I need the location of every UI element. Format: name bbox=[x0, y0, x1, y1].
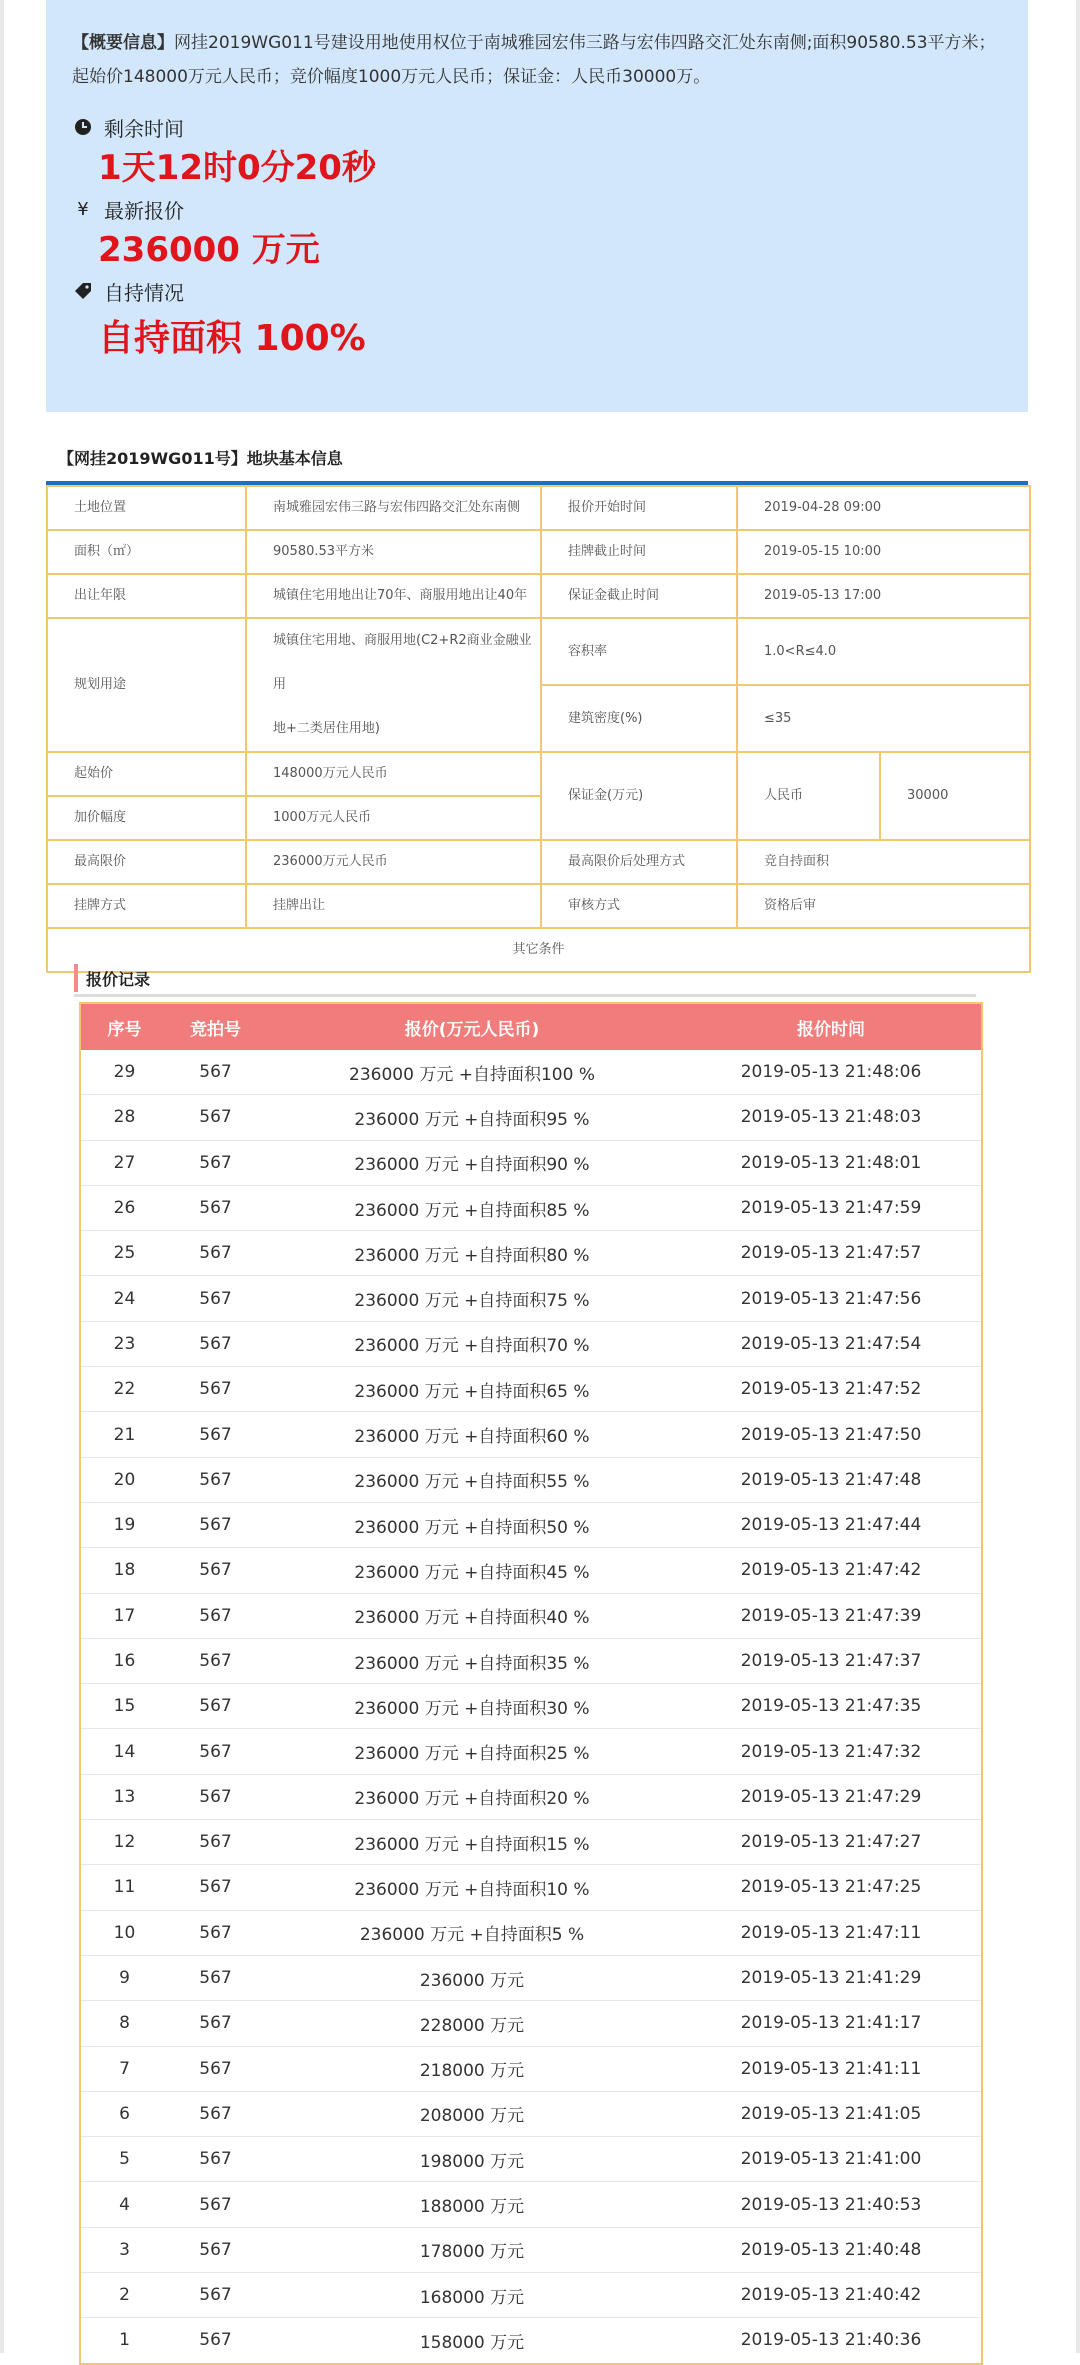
info-value: 资格后审 bbox=[737, 884, 1030, 928]
cell-time: 2019-05-13 21:48:03 bbox=[681, 1095, 982, 1140]
cell-price: 236000 万元 +自持面积75 % bbox=[263, 1276, 681, 1321]
info-value: 30000 bbox=[880, 752, 1030, 840]
table-row bbox=[80, 1412, 982, 1457]
cell-price: 236000 万元 +自持面积100 % bbox=[263, 1050, 681, 1095]
table-row bbox=[80, 1367, 982, 1412]
info-value: 148000万元人民币 bbox=[246, 752, 541, 796]
remaining-time-row bbox=[72, 114, 1002, 140]
cell-bidder: 567 bbox=[168, 1820, 263, 1865]
info-value: 2019-05-15 10:00 bbox=[737, 530, 1030, 574]
info-value-usage bbox=[246, 618, 541, 752]
latest-price-value: 236000 万元 bbox=[98, 230, 320, 270]
cell-price: 236000 万元 +自持面积25 % bbox=[263, 1729, 681, 1774]
cell-bidder: 567 bbox=[168, 1910, 263, 1955]
info-row bbox=[47, 752, 1030, 796]
cell-index: 13 bbox=[80, 1774, 168, 1819]
cell-index: 28 bbox=[80, 1095, 168, 1140]
remaining-time-label: 剩余时间 bbox=[104, 116, 184, 141]
cell-bidder: 567 bbox=[168, 1095, 263, 1140]
cell-bidder: 567 bbox=[168, 2227, 263, 2272]
page-edge-right bbox=[1076, 0, 1080, 2353]
info-label: 审核方式 bbox=[541, 884, 737, 928]
cell-bidder: 567 bbox=[168, 1276, 263, 1321]
latest-price-row bbox=[72, 196, 1002, 222]
cell-index: 22 bbox=[80, 1367, 168, 1412]
cell-price: 236000 万元 +自持面积50 % bbox=[263, 1502, 681, 1547]
info-label: 容积率 bbox=[541, 618, 737, 685]
self-holding-row bbox=[72, 278, 1002, 304]
records-title: 报价记录 bbox=[86, 970, 151, 989]
cell-bidder: 567 bbox=[168, 1050, 263, 1095]
cell-time: 2019-05-13 21:47:35 bbox=[681, 1684, 982, 1729]
yen-icon: ¥ bbox=[77, 198, 89, 220]
cell-index: 12 bbox=[80, 1820, 168, 1865]
cell-price: 236000 万元 +自持面积80 % bbox=[263, 1231, 681, 1276]
summary-body: 网挂2019WG011号建设用地使用权位于南城雅园宏伟三路与宏伟四路交汇处东南侧;面积90580.53平方米；起始价148000万元人民币；竞价幅度1000万元人民币；保证金：人民币30000万。 bbox=[72, 33, 996, 87]
table-row bbox=[80, 2001, 982, 2046]
cell-price: 218000 万元 bbox=[263, 2046, 681, 2091]
self-holding-label: 自持情况 bbox=[104, 280, 184, 305]
table-row bbox=[80, 1910, 982, 1955]
cell-time: 2019-05-13 21:47:27 bbox=[681, 1820, 982, 1865]
cell-price: 158000 万元 bbox=[263, 2318, 681, 2364]
info-section-title: 【网挂2019WG011号】地块基本信息 bbox=[58, 449, 343, 468]
info-label: 报价开始时间 bbox=[541, 486, 737, 530]
info-label: 最高限价 bbox=[47, 840, 246, 884]
cell-index: 1 bbox=[80, 2318, 168, 2364]
cell-time: 2019-05-13 21:47:29 bbox=[681, 1774, 982, 1819]
records-header-row bbox=[80, 1003, 982, 1050]
cell-bidder: 567 bbox=[168, 1140, 263, 1185]
cell-time: 2019-05-13 21:48:01 bbox=[681, 1140, 982, 1185]
cell-price: 236000 万元 +自持面积15 % bbox=[263, 1820, 681, 1865]
cell-bidder: 567 bbox=[168, 1185, 263, 1230]
page-edge-left bbox=[0, 0, 4, 2353]
cell-price: 236000 万元 +自持面积90 % bbox=[263, 1140, 681, 1185]
info-label: 保证金(万元) bbox=[541, 752, 737, 840]
cell-price: 208000 万元 bbox=[263, 2091, 681, 2136]
cell-time: 2019-05-13 21:40:53 bbox=[681, 2182, 982, 2227]
cell-index: 5 bbox=[80, 2137, 168, 2182]
cell-bidder: 567 bbox=[168, 1684, 263, 1729]
table-row bbox=[80, 1276, 982, 1321]
info-value: 2019-04-28 09:00 bbox=[737, 486, 1030, 530]
cell-time: 2019-05-13 21:47:50 bbox=[681, 1412, 982, 1457]
summary-label: 【概要信息】 bbox=[72, 33, 174, 53]
cell-index: 24 bbox=[80, 1276, 168, 1321]
cell-time: 2019-05-13 21:47:39 bbox=[681, 1593, 982, 1638]
table-row bbox=[80, 1865, 982, 1910]
cell-time: 2019-05-13 21:40:36 bbox=[681, 2318, 982, 2364]
cell-time: 2019-05-13 21:41:00 bbox=[681, 2137, 982, 2182]
self-holding-value: 自持面积 100% bbox=[98, 318, 366, 359]
cell-time: 2019-05-13 21:47:37 bbox=[681, 1638, 982, 1683]
info-row bbox=[47, 840, 1030, 884]
cell-bidder: 567 bbox=[168, 1367, 263, 1412]
info-row bbox=[47, 530, 1030, 574]
cell-index: 6 bbox=[80, 2091, 168, 2136]
cell-time: 2019-05-13 21:47:54 bbox=[681, 1321, 982, 1366]
cell-bidder: 567 bbox=[168, 1321, 263, 1366]
table-row bbox=[80, 1185, 982, 1230]
col-header-price: 报价(万元人民币) bbox=[263, 1003, 681, 1050]
cell-bidder: 567 bbox=[168, 1729, 263, 1774]
cell-index: 2 bbox=[80, 2273, 168, 2318]
cell-bidder: 567 bbox=[168, 2046, 263, 2091]
cell-index: 15 bbox=[80, 1684, 168, 1729]
info-label: 挂牌方式 bbox=[47, 884, 246, 928]
info-value: 人民币 bbox=[737, 752, 880, 840]
cell-bidder: 567 bbox=[168, 1774, 263, 1819]
cell-time: 2019-05-13 21:40:48 bbox=[681, 2227, 982, 2272]
records-header bbox=[74, 962, 976, 994]
cell-index: 20 bbox=[80, 1457, 168, 1502]
cell-time: 2019-05-13 21:47:25 bbox=[681, 1865, 982, 1910]
table-row bbox=[80, 1955, 982, 2000]
info-row bbox=[47, 884, 1030, 928]
cell-time: 2019-05-13 21:47:57 bbox=[681, 1231, 982, 1276]
usage-line-2: 地+二类居住用地) bbox=[273, 721, 380, 736]
cell-index: 25 bbox=[80, 1231, 168, 1276]
summary-text bbox=[72, 26, 1002, 94]
info-value: ≤35 bbox=[737, 685, 1030, 752]
cell-bidder: 567 bbox=[168, 2318, 263, 2364]
cell-index: 16 bbox=[80, 1638, 168, 1683]
table-row bbox=[80, 2273, 982, 2318]
info-label: 出让年限 bbox=[47, 574, 246, 618]
cell-index: 29 bbox=[80, 1050, 168, 1095]
table-row bbox=[80, 1729, 982, 1774]
cell-index: 21 bbox=[80, 1412, 168, 1457]
info-label: 规划用途 bbox=[47, 618, 246, 752]
cell-index: 26 bbox=[80, 1185, 168, 1230]
info-label: 加价幅度 bbox=[47, 796, 246, 840]
cell-bidder: 567 bbox=[168, 1865, 263, 1910]
info-value: 1.0<R≤4.0 bbox=[737, 618, 1030, 685]
cell-price: 236000 万元 +自持面积20 % bbox=[263, 1774, 681, 1819]
info-value: 90580.53平方米 bbox=[246, 530, 541, 574]
table-row bbox=[80, 1321, 982, 1366]
table-row bbox=[80, 1593, 982, 1638]
cell-bidder: 567 bbox=[168, 1593, 263, 1638]
cell-price: 236000 万元 +自持面积35 % bbox=[263, 1638, 681, 1683]
cell-price: 236000 万元 +自持面积60 % bbox=[263, 1412, 681, 1457]
table-row bbox=[80, 1638, 982, 1683]
clock-icon bbox=[72, 116, 94, 138]
cell-time: 2019-05-13 21:47:59 bbox=[681, 1185, 982, 1230]
cell-index: 4 bbox=[80, 2182, 168, 2227]
cell-time: 2019-05-13 21:40:42 bbox=[681, 2273, 982, 2318]
cell-bidder: 567 bbox=[168, 1231, 263, 1276]
cell-bidder: 567 bbox=[168, 2182, 263, 2227]
cell-price: 236000 万元 +自持面积40 % bbox=[263, 1593, 681, 1638]
cell-index: 11 bbox=[80, 1865, 168, 1910]
table-row bbox=[80, 1820, 982, 1865]
table-row bbox=[80, 1684, 982, 1729]
records-body bbox=[80, 1050, 982, 2364]
cell-time: 2019-05-13 21:47:32 bbox=[681, 1729, 982, 1774]
cell-index: 7 bbox=[80, 2046, 168, 2091]
table-row bbox=[80, 2227, 982, 2272]
cell-time: 2019-05-13 21:47:48 bbox=[681, 1457, 982, 1502]
cell-bidder: 567 bbox=[168, 1548, 263, 1593]
cell-time: 2019-05-13 21:47:56 bbox=[681, 1276, 982, 1321]
cell-bidder: 567 bbox=[168, 2137, 263, 2182]
cell-bidder: 567 bbox=[168, 2001, 263, 2046]
cell-time: 2019-05-13 21:41:17 bbox=[681, 2001, 982, 2046]
info-row bbox=[47, 574, 1030, 618]
cell-price: 198000 万元 bbox=[263, 2137, 681, 2182]
info-label: 面积（㎡） bbox=[47, 530, 246, 574]
cell-price: 236000 万元 +自持面积55 % bbox=[263, 1457, 681, 1502]
other-conditions: 其它条件 bbox=[47, 928, 1030, 972]
table-row bbox=[80, 1457, 982, 1502]
cell-price: 236000 万元 +自持面积5 % bbox=[263, 1910, 681, 1955]
cell-price: 236000 万元 +自持面积30 % bbox=[263, 1684, 681, 1729]
info-label: 土地位置 bbox=[47, 486, 246, 530]
table-row bbox=[80, 1050, 982, 1095]
summary-panel bbox=[46, 0, 1028, 412]
cell-bidder: 567 bbox=[168, 2091, 263, 2136]
cell-time: 2019-05-13 21:47:11 bbox=[681, 1910, 982, 1955]
table-row bbox=[80, 1231, 982, 1276]
cell-index: 3 bbox=[80, 2227, 168, 2272]
cell-index: 10 bbox=[80, 1910, 168, 1955]
cell-price: 236000 万元 +自持面积70 % bbox=[263, 1321, 681, 1366]
cell-bidder: 567 bbox=[168, 1955, 263, 2000]
cell-bidder: 567 bbox=[168, 1502, 263, 1547]
cell-index: 27 bbox=[80, 1140, 168, 1185]
records-divider bbox=[74, 994, 976, 997]
info-row bbox=[47, 618, 1030, 685]
cell-price: 236000 万元 +自持面积45 % bbox=[263, 1548, 681, 1593]
table-row bbox=[80, 1548, 982, 1593]
tag-icon bbox=[72, 280, 94, 302]
table-row bbox=[80, 2046, 982, 2091]
land-info-table bbox=[46, 485, 1031, 973]
table-row bbox=[80, 1140, 982, 1185]
table-row bbox=[80, 1095, 982, 1140]
cell-bidder: 567 bbox=[168, 1457, 263, 1502]
cell-time: 2019-05-13 21:48:06 bbox=[681, 1050, 982, 1095]
table-row bbox=[80, 1774, 982, 1819]
table-row bbox=[80, 1502, 982, 1547]
cell-price: 178000 万元 bbox=[263, 2227, 681, 2272]
cell-price: 188000 万元 bbox=[263, 2182, 681, 2227]
info-label: 挂牌截止时间 bbox=[541, 530, 737, 574]
info-label: 保证金截止时间 bbox=[541, 574, 737, 618]
cell-time: 2019-05-13 21:41:11 bbox=[681, 2046, 982, 2091]
col-header-bidder: 竞拍号 bbox=[168, 1003, 263, 1050]
cell-price: 168000 万元 bbox=[263, 2273, 681, 2318]
cell-price: 236000 万元 +自持面积85 % bbox=[263, 1185, 681, 1230]
table-row bbox=[80, 2318, 982, 2364]
usage-line-1: 城镇住宅用地、商服用地(C2+R2商业金融业用 bbox=[273, 633, 532, 692]
cell-index: 18 bbox=[80, 1548, 168, 1593]
cell-time: 2019-05-13 21:41:29 bbox=[681, 1955, 982, 2000]
info-value: 挂牌出让 bbox=[246, 884, 541, 928]
bid-records-table bbox=[79, 1002, 983, 2365]
info-value: 1000万元人民币 bbox=[246, 796, 541, 840]
cell-index: 14 bbox=[80, 1729, 168, 1774]
table-row bbox=[80, 2137, 982, 2182]
cell-price: 236000 万元 +自持面积95 % bbox=[263, 1095, 681, 1140]
cell-time: 2019-05-13 21:41:05 bbox=[681, 2091, 982, 2136]
cell-index: 9 bbox=[80, 1955, 168, 2000]
latest-price-label: 最新报价 bbox=[104, 198, 184, 223]
cell-bidder: 567 bbox=[168, 2273, 263, 2318]
table-row bbox=[80, 2091, 982, 2136]
info-value: 城镇住宅用地出让70年、商服用地出让40年 bbox=[246, 574, 541, 618]
cell-time: 2019-05-13 21:47:52 bbox=[681, 1367, 982, 1412]
info-label: 最高限价后处理方式 bbox=[541, 840, 737, 884]
cell-index: 23 bbox=[80, 1321, 168, 1366]
cell-price: 236000 万元 +自持面积65 % bbox=[263, 1367, 681, 1412]
table-row bbox=[80, 2182, 982, 2227]
info-row bbox=[47, 486, 1030, 530]
info-value: 竞自持面积 bbox=[737, 840, 1030, 884]
cell-time: 2019-05-13 21:47:44 bbox=[681, 1502, 982, 1547]
cell-price: 236000 万元 +自持面积10 % bbox=[263, 1865, 681, 1910]
cell-index: 8 bbox=[80, 2001, 168, 2046]
info-value: 236000万元人民币 bbox=[246, 840, 541, 884]
info-value: 南城雅园宏伟三路与宏伟四路交汇处东南侧 bbox=[246, 486, 541, 530]
cell-index: 19 bbox=[80, 1502, 168, 1547]
col-header-index: 序号 bbox=[80, 1003, 168, 1050]
info-value: 2019-05-13 17:00 bbox=[737, 574, 1030, 618]
cell-index: 17 bbox=[80, 1593, 168, 1638]
remaining-time-value: 1天12时0分20秒 bbox=[98, 148, 376, 188]
cell-price: 236000 万元 bbox=[263, 1955, 681, 2000]
col-header-time: 报价时间 bbox=[681, 1003, 982, 1050]
records-accent-bar bbox=[74, 964, 78, 992]
cell-price: 228000 万元 bbox=[263, 2001, 681, 2046]
cell-bidder: 567 bbox=[168, 1412, 263, 1457]
cell-time: 2019-05-13 21:47:42 bbox=[681, 1548, 982, 1593]
cell-bidder: 567 bbox=[168, 1638, 263, 1683]
info-label: 起始价 bbox=[47, 752, 246, 796]
info-label: 建筑密度(%) bbox=[541, 685, 737, 752]
